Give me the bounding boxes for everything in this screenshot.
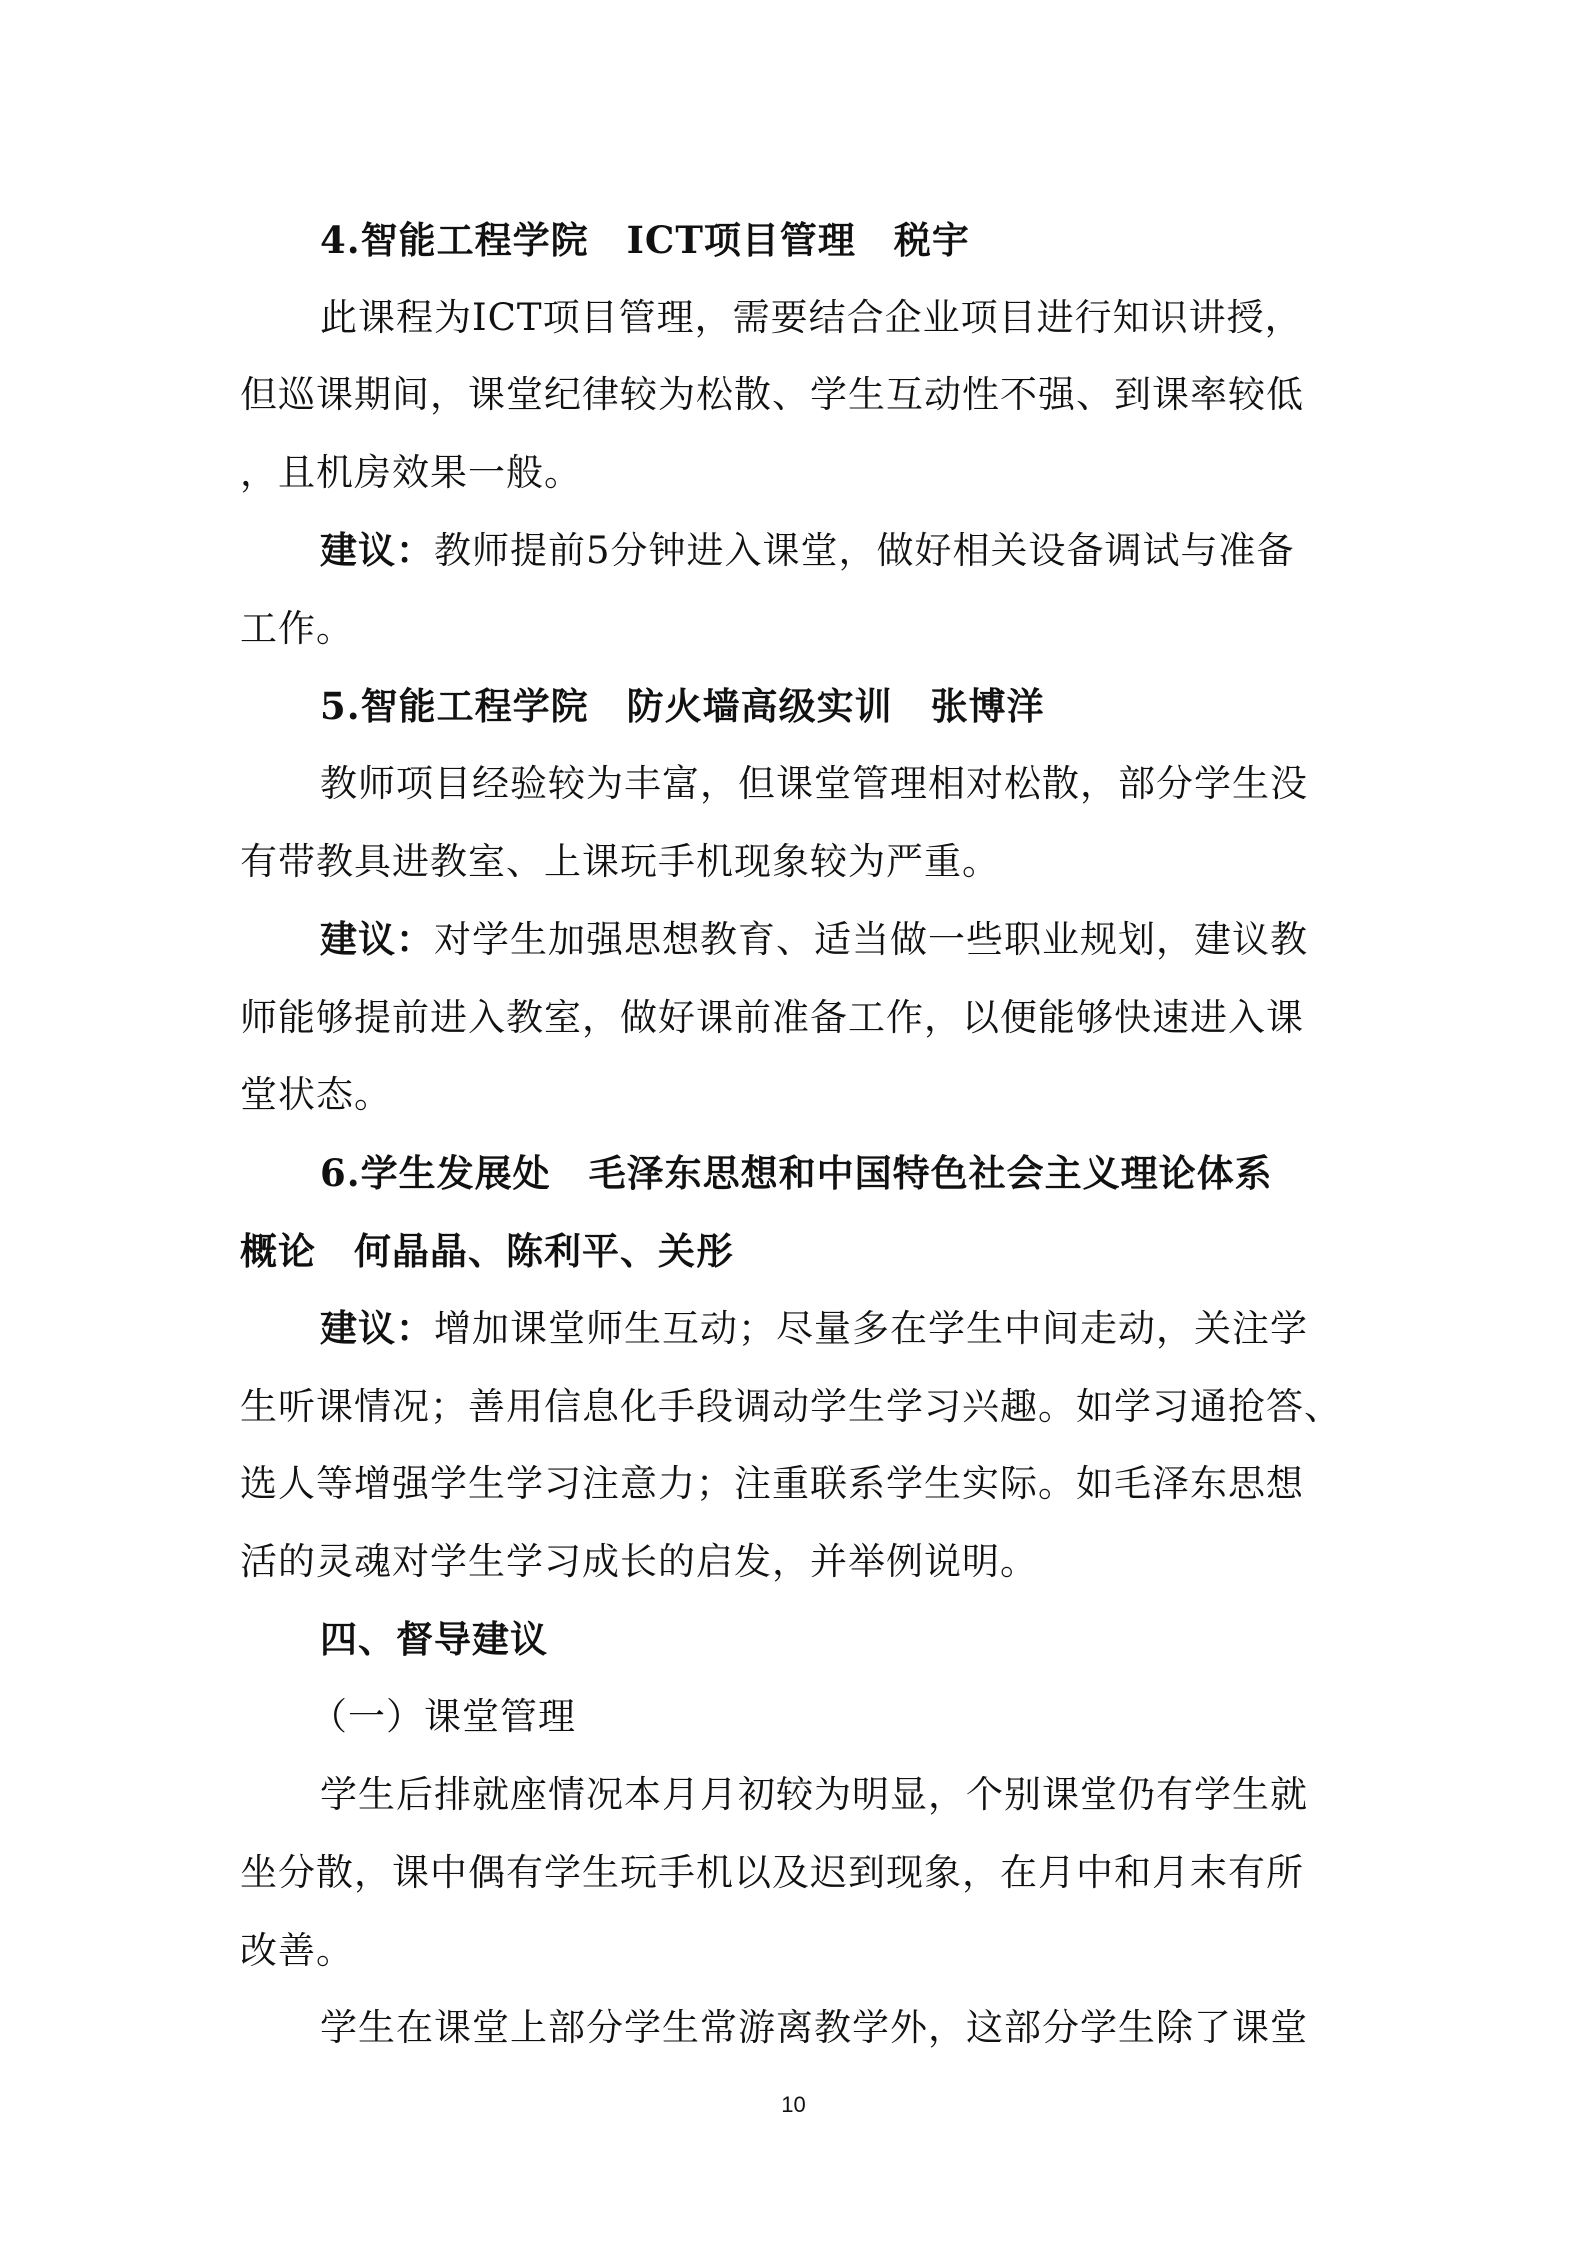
item-5-heading: 5.智能工程学院 防火墙高级实训 张博洋 — [320, 684, 1045, 728]
item-5-body-line-2: 有带教具进教室、上课玩手机现象较为严重。 — [240, 840, 1000, 883]
item-5-advice-line-2: 师能够提前进入教室，做好课前准备工作，以便能够快速进入课 — [240, 996, 1304, 1039]
item-4-advice — [320, 529, 1295, 573]
item-4-body-line-1: 此课程为ICT项目管理，需要结合企业项目进行知识讲授， — [320, 296, 1303, 339]
section-paragraph-1-line-3: 改善。 — [240, 1929, 354, 1972]
item-6-advice-line-4: 活的灵魂对学生学习成长的启发，并举例说明。 — [240, 1540, 1038, 1583]
page-number: 10 — [781, 2092, 806, 2117]
item-5-advice-line-1: 对学生加强思想教育、适当做一些职业规划，建议教 — [434, 918, 1308, 961]
item-6-heading-line-2: 概论 何晶晶、陈利平、关彤 — [240, 1229, 734, 1273]
section-paragraph-2-line-1: 学生在课堂上部分学生常游离教学外，这部分学生除了课堂 — [320, 2006, 1308, 2049]
subsection-title: （一）课堂管理 — [310, 1695, 576, 1738]
item-6-advice-label: 建议： — [320, 1307, 434, 1350]
item-4-advice-line-1: 教师提前5分钟进入课堂，做好相关设备调试与准备 — [434, 529, 1295, 572]
section-paragraph-1-line-2: 坐分散，课中偶有学生玩手机以及迟到现象，在月中和月末有所 — [240, 1851, 1304, 1894]
item-6-advice — [320, 1307, 1308, 1351]
section-title: 四、督导建议 — [320, 1618, 548, 1661]
item-5-advice-line-3: 堂状态。 — [240, 1073, 392, 1116]
item-5-body-line-1: 教师项目经验较为丰富，但课堂管理相对松散，部分学生没 — [320, 762, 1308, 805]
item-4-heading: 4.智能工程学院 ICT项目管理 税宇 — [320, 218, 970, 262]
item-4-body-line-2: 但巡课期间，课堂纪律较为松散、学生互动性不强、到课率较低 — [240, 373, 1304, 416]
item-4-advice-label: 建议： — [320, 529, 434, 572]
item-4-body-line-3: ，且机房效果一般。 — [240, 451, 582, 494]
item-6-heading-line-1: 6.学生发展处 毛泽东思想和中国特色社会主义理论体系 — [320, 1151, 1273, 1195]
item-6-advice-line-2: 生听课情况；善用信息化手段调动学生学习兴趣。如学习通抢答、 — [240, 1385, 1342, 1428]
section-paragraph-1-line-1: 学生后排就座情况本月月初较为明显，个别课堂仍有学生就 — [320, 1773, 1308, 1816]
item-5-advice-label: 建议： — [320, 918, 434, 961]
item-6-advice-line-1: 增加课堂师生互动；尽量多在学生中间走动，关注学 — [434, 1307, 1308, 1350]
item-6-advice-line-3: 选人等增强学生学习注意力；注重联系学生实际。如毛泽东思想 — [240, 1462, 1304, 1505]
item-4-advice-line-2: 工作。 — [240, 607, 354, 650]
item-5-advice — [320, 918, 1308, 962]
